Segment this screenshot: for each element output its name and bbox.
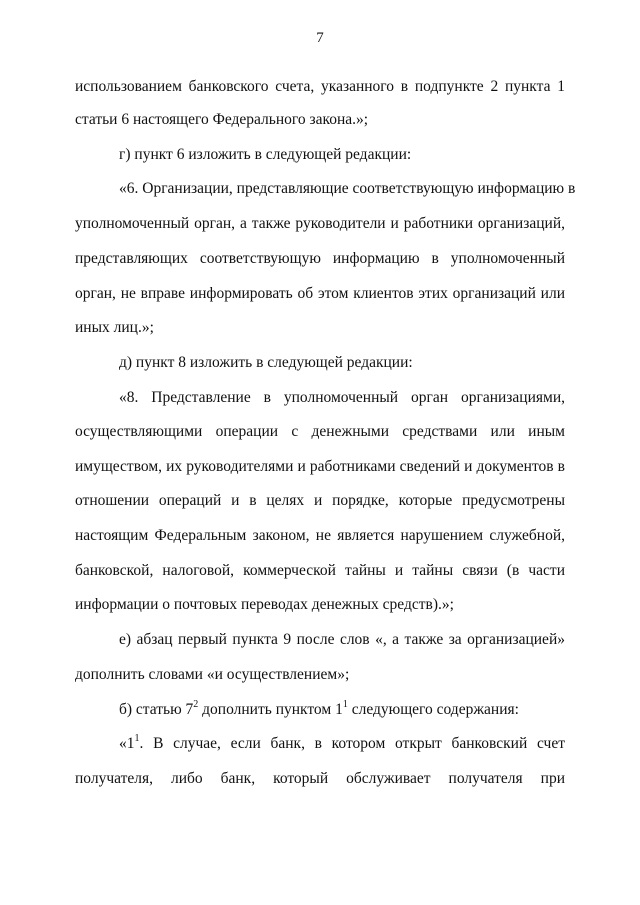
superscript: 2 — [193, 698, 199, 710]
text-line: «6. Организации, представляющие соответствующую информацию в — [119, 180, 576, 197]
text-line: отношении операций и в целях и порядке, которые предусмотрены — [75, 492, 565, 509]
superscript: 1 — [342, 698, 348, 710]
superscript: 1 — [134, 732, 140, 744]
text-line: получателя, либо банк, который обслуживает получателя при — [75, 770, 565, 787]
text-line: уполномоченный орган, а также руководители и работники организаций, — [75, 215, 565, 232]
text-line: настоящим Федеральным законом, не является нарушением служебной, — [75, 527, 565, 544]
text-line: статьи 6 настоящего Федерального закона.»; — [75, 111, 369, 128]
text-line: д) пункт 8 изложить в следующей редакции: — [119, 354, 413, 371]
text-fragment: следующего содержания: — [347, 701, 519, 718]
text-line-with-superscripts — [119, 698, 565, 719]
text-line: информации о почтовых переводах денежных средств).»; — [75, 596, 454, 613]
text-line: е) абзац первый пункта 9 после слов «, а также за организацией» — [119, 631, 565, 648]
text-line: имуществом, их руководителями и работниками сведений и документов в — [75, 458, 565, 475]
page-number: 7 — [316, 30, 324, 46]
text-line-with-superscript — [119, 732, 565, 753]
text-line: «8. Представление в уполномоченный орган организациями, — [119, 389, 565, 406]
text-line: г) пункт 6 изложить в следующей редакции: — [119, 146, 412, 163]
text-fragment: дополнить пунктом 1 — [198, 701, 343, 718]
text-line: иных лиц.»; — [75, 319, 154, 336]
text-line: дополнить словами «и осуществлением»; — [75, 666, 350, 683]
text-line: использованием банковского счета, указанного в подпункте 2 пункта 1 — [75, 78, 565, 95]
text-line: осуществляющими операции с денежными средствами или иным — [75, 423, 565, 440]
text-fragment: б) статью 7 — [119, 701, 194, 718]
text-line: представляющих соответствующую информацию в уполномоченный — [75, 250, 565, 267]
text-line: банковской, налоговой, коммерческой тайны и тайны связи (в части — [75, 562, 565, 579]
text-line: орган, не вправе информировать об этом клиентов этих организаций или — [75, 285, 565, 302]
text-fragment: «1 — [119, 735, 135, 752]
text-fragment: . В случае, если банк, в котором открыт банковский счет — [139, 735, 565, 752]
